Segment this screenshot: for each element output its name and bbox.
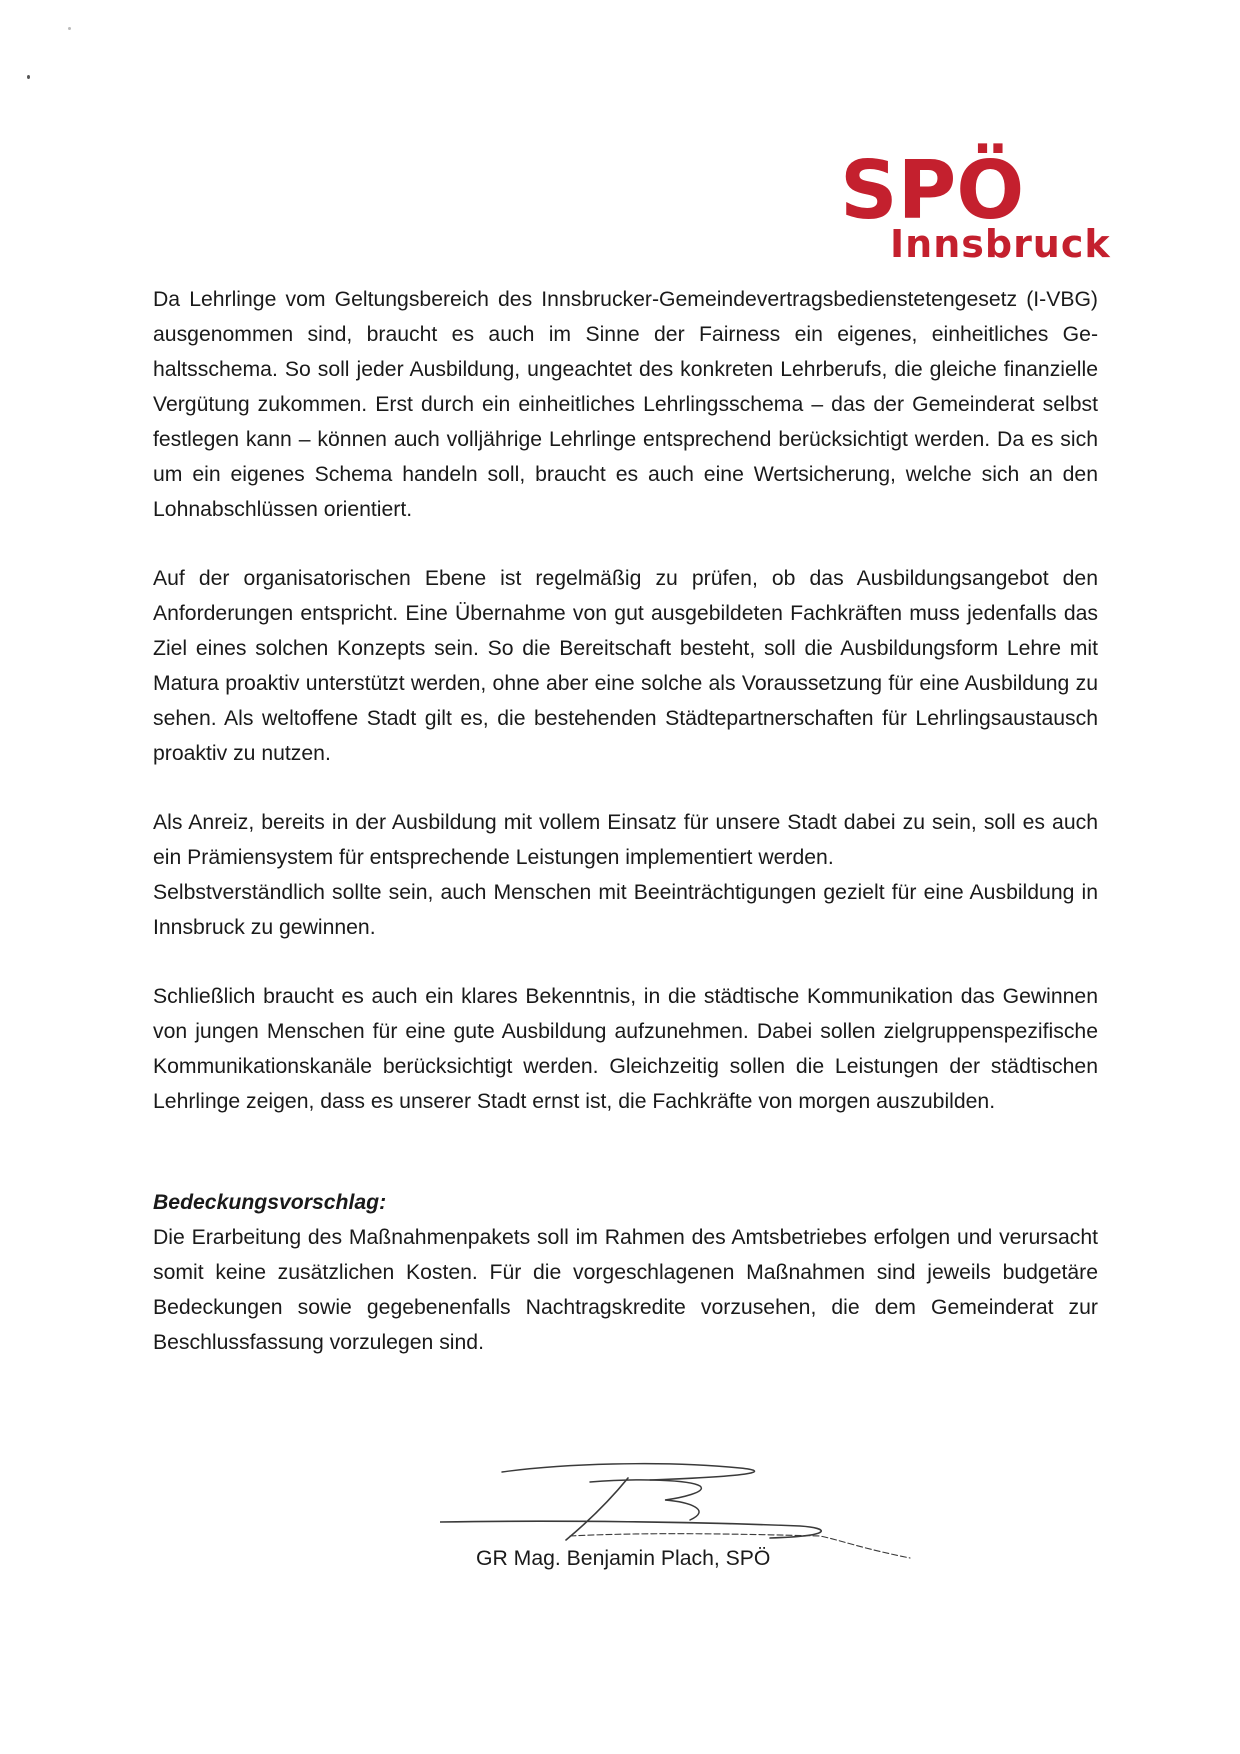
paragraph-organisation: Auf der organisatorischen Ebene ist regelmäßig zu prüfen, ob das Ausbildungsangebot den Anforderungen entspricht. Eine Übernahme von gut ausgebildeten Fachkräften muss jedenfalls das Ziel eines solchen Konzepts sein. So die Bereitschaft besteht, soll die Ausbildungsform Lehre mit Matura proaktiv unterstützt werden, ohne aber eine solche als Voraussetzung für eine Ausbildung zu sehen. Als weltoffene Stadt gilt es, die bestehenden Städtepartnerschaften für Lehrlingsaustausch proaktiv zu nutzen. — [153, 567, 1098, 765]
spo-innsbruck-logo — [840, 130, 1111, 270]
logo-city-text: Innsbruck — [890, 222, 1111, 266]
handwritten-signature — [440, 1440, 920, 1560]
paragraph-bonus-system: Als Anreiz, bereits in der Ausbildung mit vollem Einsatz für unsere Stadt dabei zu sein, soll es auch ein Prämiensystem für entsprechende Leistungen implementiert werden. — [153, 811, 1098, 869]
paragraph-incentives — [153, 805, 1098, 945]
coverage-section — [153, 1185, 1098, 1360]
paragraph-inclusion: Selbstverständlich sollte sein, auch Menschen mit Beeinträchtigungen gezielt für eine Ausbildung in Innsbruck zu gewinnen. — [153, 881, 1098, 939]
scan-artifact — [27, 75, 30, 79]
scan-artifact — [68, 27, 71, 30]
paragraph-salary-scheme: Da Lehrlinge vom Geltungsbereich des Innsbrucker-Gemeindevertragsbedienstetengesetz (I-VBG) ausgenommen sind, braucht es auch im Sinne der Fairness ein eigenes, einheitliches Gehaltsschema. So soll jeder Ausbildung, ungeachtet des konkreten Lehrberufs, die gleiche finanzielle Vergütung zukommen. Erst durch ein einheitliches Lehrlingsschema – das der Gemeinderat selbst festlegen kann – können auch volljährige Lehrlinge entsprechend berücksichtigt werden. Da es sich um ein eigenes Schema handeln soll, braucht es auch eine Wertsicherung, welche sich an den Lohnabschlüssen orientiert. — [153, 288, 1098, 521]
coverage-text: Die Erarbeitung des Maßnahmenpakets soll im Rahmen des Amtsbetriebes erfolgen und verursacht somit keine zusätzlichen Kosten. Für die vorgeschlagenen Maßnahmen sind jeweils budgetäre Bedeckungen sowie gegebenenfalls Nachtragskredite vorzusehen, die dem Gemeinderat zur Beschlussfassung vorzulegen sind. — [153, 1226, 1098, 1354]
paragraph-communication: Schließlich braucht es auch ein klares Bekenntnis, in die städtische Kommunikation das Gewinnen von jungen Menschen für eine gute Ausbildung aufzunehmen. Dabei sollen zielgruppenspezifische Kommunikationskanäle berücksichtigt werden. Gleichzeitig sollen die Leistungen der städtischen Lehrlinge zeigen, dass es unserer Stadt ernst ist, die Fachkräfte von morgen auszubilden. — [153, 985, 1098, 1113]
signer-name: GR Mag. Benjamin Plach, SPÖ — [476, 1547, 771, 1570]
letter-body — [153, 282, 1098, 1394]
coverage-heading: Bedeckungsvorschlag: — [153, 1191, 387, 1214]
spo-logo-mark — [840, 130, 1030, 230]
logo-party-text: SPÖ — [840, 144, 1025, 230]
